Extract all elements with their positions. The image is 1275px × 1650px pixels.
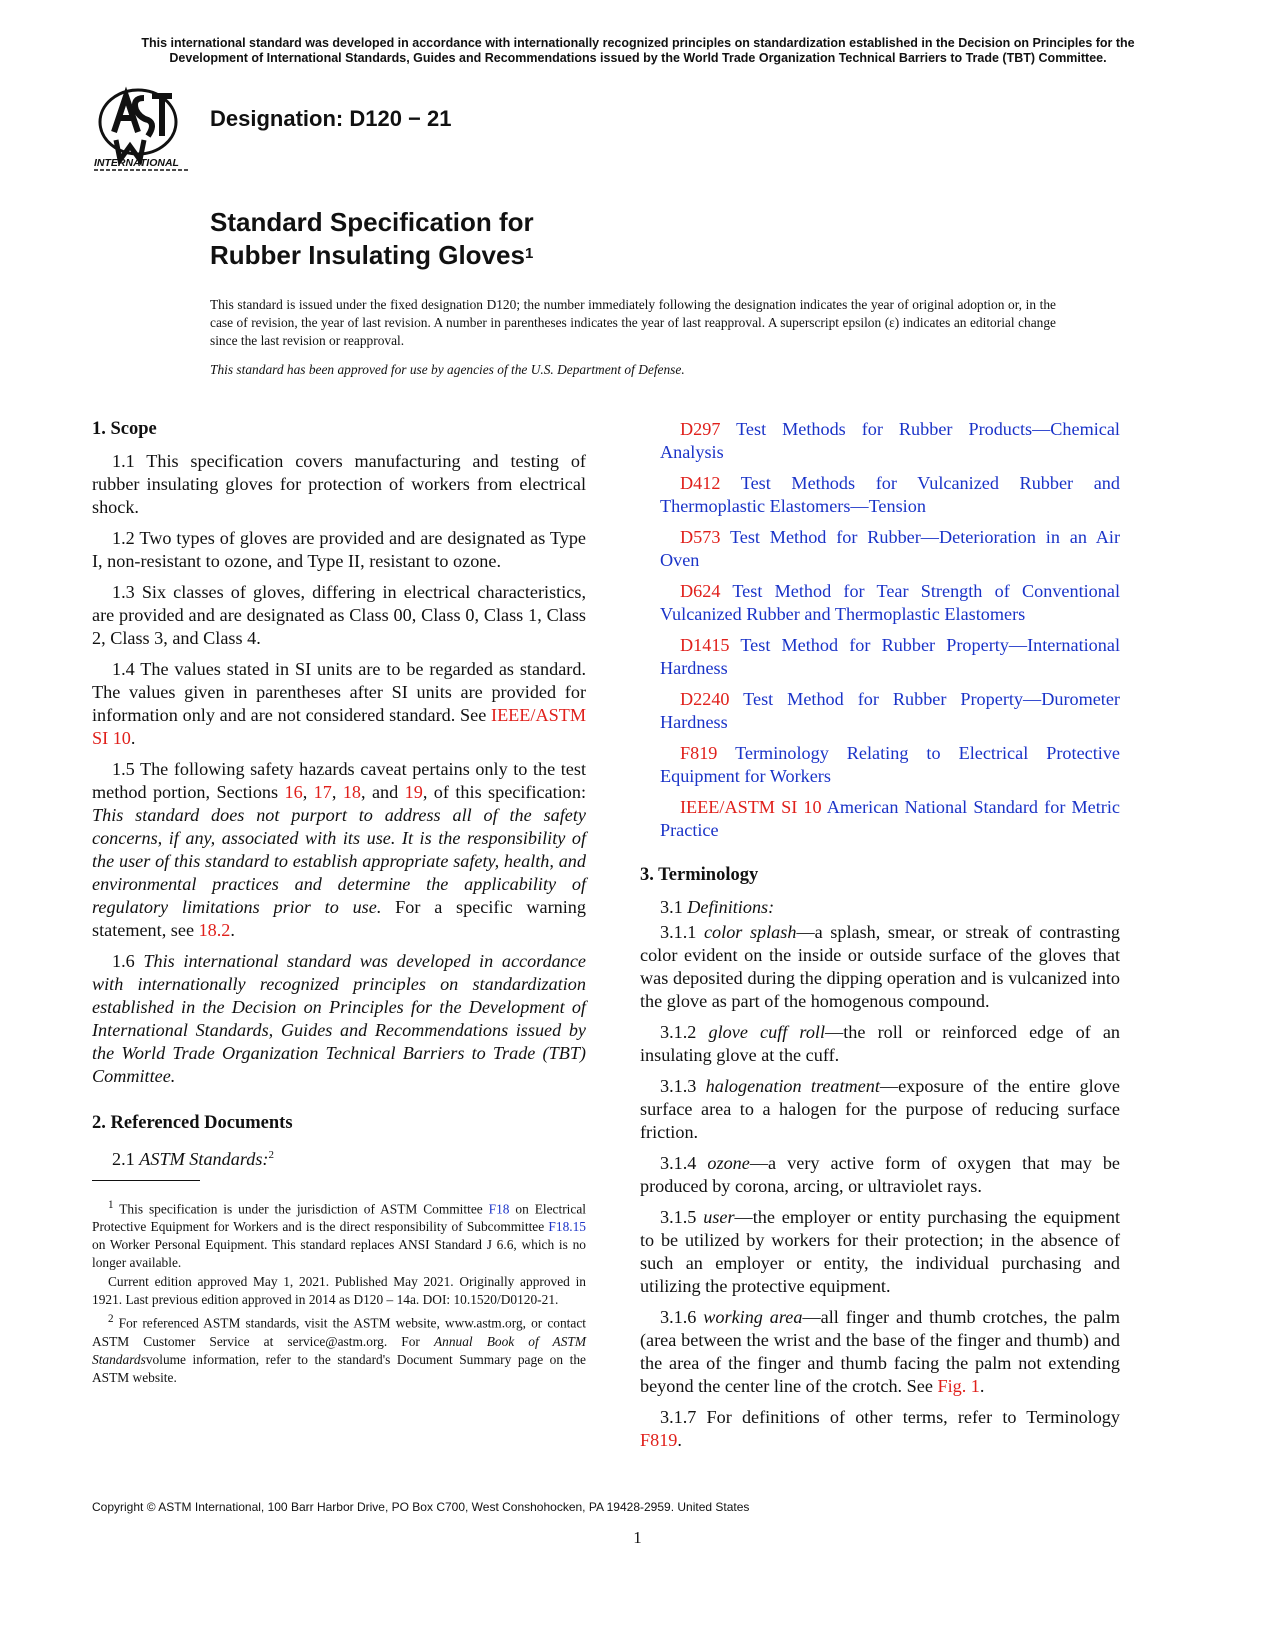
reference-item[interactable]: D624 Test Method for Tear Strength of Conventional Vulcanized Rubber and Thermoplastic Elastomers [660, 581, 1120, 624]
banner-line-1: This international standard was developed in accordance with internationally recognized principles on standardization established in the Decision on Principles for the [141, 36, 1135, 50]
reference-item[interactable]: D297 Test Methods for Rubber Products—Chemical Analysis [660, 419, 1120, 462]
astm-logo-icon [92, 84, 196, 174]
right-column [640, 418, 1120, 1460]
reference-list [640, 418, 1120, 842]
f18-15-link[interactable]: F18.15 [548, 1219, 586, 1235]
left-column [92, 418, 586, 1179]
definition-working-area: 3.1.6 working area—all finger and thumb crotches, the palm (area between the wrist and the base of the finger and thumb) and the area of the finger and thumb facing the palm not extending beyond the center line of the crotch. See Fig. 1. [640, 1307, 1121, 1396]
section-18-2-link[interactable]: 18.2 [198, 920, 231, 940]
section-18-link[interactable]: 18 [342, 782, 362, 802]
referenced-2-1: 2.1 ASTM Standards:$^2$ [112, 1149, 274, 1170]
definition-halogenation: 3.1.3 halogenation treatment—exposure of the entire glove surface area to a halogen for the purpose of reducing surface friction. [640, 1076, 1120, 1142]
scope-heading: 1. Scope [92, 419, 157, 439]
terminology-3-1: 3.1 Definitions: [660, 897, 775, 917]
f819-link[interactable]: F819 [640, 1430, 678, 1450]
dod-approval-note: This standard has been approved for use by agencies of the U.S. Department of Defense. [210, 362, 685, 377]
designation: Designation: D120 − 21 [210, 106, 452, 131]
reference-item[interactable]: F819 Terminology Relating to Electrical Protective Equipment for Workers [660, 743, 1120, 786]
scope-1-1: 1.1 This specification covers manufacturing and testing of rubber insulating gloves for protection of workers from electrical shock. [92, 451, 586, 517]
si10-link[interactable]: IEEE/ASTM SI 10 [92, 705, 586, 748]
terminology-heading: 3. Terminology [640, 865, 759, 885]
definition-color-splash: 3.1.1 color splash—a splash, smear, or streak of contrasting color evident on the inside or outside surface of the gloves that was deposited during the dipping operation and is vulcanized into the glove as part of the homogenous compound. [640, 922, 1121, 1011]
definition-ozone: 3.1.4 ozone—a very active form of oxygen that may be produced by corona, arcing, or ultraviolet rays. [640, 1153, 1120, 1196]
scope-1-2: 1.2 Two types of gloves are provided and are designated as Type I, non-resistant to ozone, and Type II, resistant to ozone. [92, 528, 586, 571]
fig-1-link[interactable]: Fig. 1 [937, 1376, 980, 1396]
logo-text: INTERNATIONAL [94, 157, 179, 169]
definition-user: 3.1.5 user—the employer or entity purchasing the equipment to be utilized by workers for their protection; in the absence of such an employer or entity, the individual purchasing and utilizing the protective equipment. [640, 1207, 1121, 1296]
document-title [210, 206, 534, 272]
title-footnote-mark: 1 [524, 245, 534, 262]
title-line-2: Rubber Insulating Gloves [210, 240, 525, 270]
footnote-2: $^2$ For referenced ASTM standards, visit the ASTM website, www.astm.org, or contact ASTM Customer Service at service@astm.org. For Annual Book of ASTM Standardsvolume information, refer to the standard's Document Summary page on the ASTM website. [92, 1313, 587, 1385]
footnote-divider [92, 1180, 200, 1181]
footnote-1-edition: Current edition approved May 1, 2021. Published May 2021. Originally approved in 1921. Last previous edition approved in 2014 as D120 – 14a. DOI: 10.1520/D0120-21. [92, 1274, 586, 1308]
referenced-heading: 2. Referenced Documents [92, 1113, 293, 1133]
section-16-link[interactable]: 16 [284, 782, 303, 802]
definition-other-terms: 3.1.7 For definitions of other terms, refer to Terminology F819. [640, 1407, 1120, 1450]
footnote-1: $^1$ This specification is under the jurisdiction of ASTM Committee F18 on Electrical Protective Equipment for Workers and is the direct responsibility of Subcommittee F18.15 on Worker Personal Equipment. This standard replaces ANSI Standard J 6.6, which is no longer available. [92, 1199, 586, 1271]
section-17-link[interactable]: 17 [313, 782, 332, 802]
copyright-line: Copyright © ASTM International, 100 Barr Harbor Drive, PO Box C700, West Conshohocken, PA 19428-2959. United States [92, 1500, 750, 1514]
scope-1-4: 1.4 The values stated in SI units are to be regarded as standard. The values given in parentheses after SI units are provided for information only and are not considered standard. See IEEE/ASTM SI 10. [92, 659, 586, 748]
scope-1-6: 1.6 This international standard was developed in accordance with internationally recognized principles on standardization established in the Decision on Principles for the Development of International Standards, Guides and Recommendations issued by the World Trade Organization Technical Barriers to Trade (TBT) Committee. [92, 951, 587, 1086]
issued-note: This standard is issued under the fixed designation D120; the number immediately following the designation indicates the year of original adoption or, in the case of revision, the year of last revision. A number in parentheses indicates the year of last reapproval. A superscript epsilon (ε) indicates an editorial change since the last revision or reapproval. [210, 297, 1056, 348]
astm-logo [92, 84, 196, 174]
reference-item[interactable]: IEEE/ASTM SI 10 American National Standard for Metric Practice [660, 797, 1120, 840]
scope-1-3: 1.3 Six classes of gloves, differing in electrical characteristics, are provided and are designated as Class 00, Class 0, Class 1, Class 2, Class 3, and Class 4. [92, 582, 586, 648]
tbt-banner [88, 36, 1188, 66]
f18-link[interactable]: F18 [488, 1201, 510, 1217]
banner-line-2: Development of International Standards, Guides and Recommendations issued by the World Trade Organization Technical Barriers to Trade (TBT) Committee. [169, 51, 1107, 65]
page-number: 1 [633, 1528, 642, 1547]
scope-1-5: 1.5 The following safety hazards caveat pertains only to the test method portion, Sections 16, 17, 18, and 19, of this specification: This standard does not purport to address all of the safety concerns, if any, associated with its use. It is the responsibility of the user of this standard to establish appropriate safety, health, and environmental practices and determine the applicability of regulatory limitations prior to use. For a specific warning statement, see 18.2. [92, 759, 587, 940]
section-19-link[interactable]: 19 [404, 782, 423, 802]
title-line-1: Standard Specification for [210, 207, 534, 237]
reference-item[interactable]: D573 Test Method for Rubber—Deterioration in an Air Oven [660, 527, 1121, 570]
footnotes [92, 1196, 586, 1388]
definition-glove-cuff-roll: 3.1.2 glove cuff roll—the roll or reinforced edge of an insulating glove at the cuff. [640, 1022, 1121, 1065]
reference-item[interactable]: D2240 Test Method for Rubber Property—Durometer Hardness [660, 689, 1120, 732]
reference-item[interactable]: D412 Test Methods for Vulcanized Rubber and Thermoplastic Elastomers—Tension [660, 473, 1120, 516]
reference-item[interactable]: D1415 Test Method for Rubber Property—International Hardness [660, 635, 1120, 678]
